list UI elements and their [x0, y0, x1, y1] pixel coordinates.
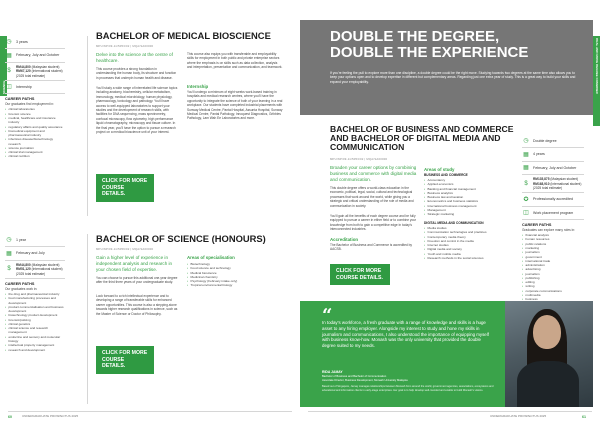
list-item: • public relations	[522, 242, 584, 246]
banner	[300, 20, 593, 115]
internship-paragraph: You'll undergo a minimum of eight weeks work-based training in hospitals and medical research centres, where you'll have the opportunity to integrate the science of both of your learning in a real workplace. Our students have completed industrial placements with Sunway Medical Centre, Pantai Hospital, Assunta Hospital, Sunway Medical Centre, Pantai Pathology, Innoquest Diagnostics, Gribbles Pathology, Lam Wah Ee Laboratories and more.	[187, 90, 283, 121]
list-item: • clinical genetics	[5, 322, 65, 326]
course-title: BACHELOR OF BUSINESS AND COMMERCE AND BACHELOR OF DIGITAL MEDIA AND COMMUNICATION	[330, 124, 514, 153]
list-item: • editing	[522, 280, 584, 284]
list-item: • multimedia	[522, 293, 584, 297]
footer-rule	[8, 411, 292, 412]
list-item: • Psychology (February intake only)	[187, 279, 283, 283]
list-item: • Applied economics	[424, 182, 514, 186]
list-item: • forensic/policing	[5, 318, 65, 322]
career-list	[5, 292, 65, 352]
course-info-column	[522, 135, 584, 301]
internship-row	[5, 81, 65, 94]
list-item: • Media studies	[424, 226, 514, 230]
medical-info-column	[5, 36, 65, 159]
internship-text: Internship	[16, 84, 32, 89]
list-item: • Youth and mobile media	[424, 252, 514, 256]
list-item: • medical, healthcare and insurance industry	[5, 116, 65, 125]
list-item: • Tropical environmental biology	[187, 283, 283, 287]
duration-text: 1 year	[16, 237, 26, 242]
list-item: • Management	[424, 208, 514, 212]
list-item: • endocrine and sensory and molecular biology	[5, 335, 65, 344]
course-paragraph: This double degree offers a world-class education in the economic, political, legal, social, cultural and technological processes that work around the world, while giving you a strategic and critical understanding of the role of media and communication in society.	[330, 186, 414, 208]
accreditation-info: Professionally accredited	[533, 197, 573, 202]
career-list	[522, 233, 584, 301]
list-item: • International business management	[424, 204, 514, 208]
list-item: • Banking and financial management	[424, 187, 514, 191]
list-item: • the drug and pharmaceutical industry	[5, 292, 65, 296]
list-item: • Food science and technology	[187, 266, 283, 270]
course-title: BACHELOR OF MEDICAL BIOSCIENCE	[96, 30, 271, 41]
intake-row	[522, 162, 584, 175]
course-title: BACHELOR OF SCIENCE (HONOURS)	[96, 233, 266, 244]
calendar-icon: ▦	[6, 52, 12, 59]
list-item: • Strategic marketing	[424, 212, 514, 216]
career-intro: Our graduates find employment in:	[5, 102, 54, 107]
career-paths-heading: CAREER PATHS	[5, 282, 35, 287]
course-paragraph: This course also equips you with transferable and employability skills for employment in both public and private enterprise sectors where the emphasis is on skills such as data collection, analysis and interpretation, presentation and communication, and teamwork.	[187, 52, 283, 70]
career-list	[5, 107, 65, 158]
honours-info-column	[5, 234, 65, 352]
dollar-icon: $	[7, 68, 11, 75]
list-item: • clinical trial management	[5, 150, 65, 154]
list-item: • biomedical equipment and pharmaceutical industry	[5, 129, 65, 138]
course-paragraph: Look forward to a rich intellectual experience and to developing a range of transferable skills for enhanced career opportunities. This course is also a stepping-stone towards higher research qualifications in science, such as the Master of Science or Doctor of Philosophy.	[96, 294, 178, 316]
list-item: • marketing	[522, 246, 584, 250]
placement-row	[522, 207, 584, 220]
fee-row	[5, 261, 65, 279]
placement-text: Work placement program	[533, 210, 574, 215]
course-lead: Delve into the science at the centre of healthcare.	[96, 52, 173, 63]
list-item: • human resources	[522, 237, 584, 241]
fee-text: RM135,875 (Malaysian student) RM168,910 (International student) (2025 total estimate)	[533, 177, 582, 190]
accreditation-row	[522, 193, 584, 206]
side-tab-label: SCIENCE	[1, 80, 6, 94]
list-item: • Communication technologies and practices	[424, 230, 514, 234]
list-item: • Business analytics	[424, 191, 514, 195]
course-code: MPU/NP/09-11/5053/02 | MQA/SA00000	[96, 44, 154, 48]
footer-text: UNDERGRADUATE PROSPECTUS 2025	[22, 414, 79, 418]
business-heading: BUSINESS AND COMMERCE	[424, 173, 468, 177]
list-item: • Medical bioscience	[187, 271, 283, 275]
digital-list	[424, 226, 514, 260]
clock-icon: ◷	[6, 39, 12, 46]
banner-text: If you're feeling the pull to explore more than one discipline, a double degree could be the right move. Studying towards two degrees at the same time also allows you to keep your options open and to develop expertise in different but complementary areas. Regarding just one extra year of study. This is a great way to build your skills and expand your employability.	[330, 71, 576, 84]
list-item: • Internet studies	[424, 243, 514, 247]
list-item: • journalism	[522, 250, 584, 254]
intake-row	[5, 247, 65, 260]
testimonial-name: RIDA JAMAY	[322, 370, 343, 374]
list-item: • Freedom and control in the media	[424, 239, 514, 243]
duration-text: 3 years	[16, 39, 28, 44]
list-item: • clinical laboratories	[5, 107, 65, 111]
list-item: • government	[522, 255, 584, 259]
footer-text: UNDERGRADUATE PROSPECTUS 2025	[490, 414, 547, 418]
list-item: • Digital media and society	[424, 247, 514, 251]
course-code: MPU/NP/09-11/5056/02 | MQA/SA00000	[96, 247, 154, 251]
page-number: 61	[582, 415, 586, 419]
course-code: MPU/NP/09-11/5053/02 | MQA/SA00000	[330, 157, 388, 161]
digital-heading: DIGITAL MEDIA AND COMMUNICATION	[424, 221, 484, 225]
career-intro: Graduates can explore many roles in:	[522, 228, 575, 233]
testimonial-role: Bachelor of Business and Bachelor of Communication Associate Director, Business Development, Monash University Malaysia	[322, 375, 408, 382]
list-item: • business	[522, 297, 584, 301]
career-paths-heading: CAREER PATHS	[522, 223, 552, 228]
course-paragraph: You can choose to pursue this additional one-year degree after the third three years of your undergraduate study.	[96, 276, 178, 285]
clock-icon: ◷	[523, 138, 529, 145]
list-item: • research and development	[5, 348, 65, 352]
degree-type-text: Double degree	[533, 138, 557, 143]
clock-icon: ◷	[6, 237, 12, 244]
list-item: • science journalism	[5, 146, 65, 150]
course-lead: Broaden your career options by combining business and commerce with digital media and communication.	[330, 165, 417, 182]
course-details-button[interactable]: CLICK FOR MORE COURSE DETAILS.	[96, 174, 154, 202]
list-item: • Medicinal chemistry	[187, 275, 283, 279]
testimonial	[300, 301, 593, 407]
briefcase-icon: ◫	[523, 210, 529, 216]
intake-text: February, July and October	[533, 165, 577, 170]
list-item: • Business law and taxation	[424, 195, 514, 199]
list-item: • corporate communications	[522, 289, 584, 293]
list-item: • Research methods in the social sciences	[424, 256, 514, 260]
list-item: • administration	[522, 263, 584, 267]
page-number: 60	[8, 415, 12, 419]
fee-text: RM44,800 (Malaysian student) RM51,120 (International student) (2025 total estimate)	[16, 262, 63, 276]
list-item: • international trade	[522, 259, 584, 263]
course-details-button[interactable]: CLICK FOR MORE COURSE DETAILS.	[330, 264, 390, 285]
areas-heading: Areas of study	[424, 167, 455, 172]
list-item: • infectious disease/biotechnology research	[5, 137, 65, 146]
accreditation-text: The Bachelor of Business and Commerce is accredited by AACSB.	[330, 243, 413, 252]
list-item: • Contemporary media theory	[424, 235, 514, 239]
list-item: • Biotechnology	[187, 262, 283, 266]
footer-rule	[308, 411, 592, 412]
briefcase-icon: ◫	[6, 84, 12, 91]
course-details-button[interactable]: CLICK FOR MORE COURSE DETAILS.	[96, 346, 154, 374]
intake-text: February, July and October	[16, 53, 60, 58]
degree-type-row	[522, 135, 584, 148]
list-item: • biotechnology product development	[5, 313, 65, 317]
list-item: • food manufacturing processes and development	[5, 296, 65, 305]
course-lead: Gain a higher level of experience in independent analysis and research in your chosen field of expertise.	[96, 255, 173, 272]
list-item: • product commercialisation and business development	[5, 305, 65, 314]
course-paragraph: You'll study a wide range of interrelated life science topics including anatomy, biochemistry, cellular metabolism, immunology, medical microbiology, human physiology, pharmacology, toxicology and pathology. You'll have access to well-equipped laboratories to support your studies and the development of research skills, with facilities for DNA sequencing, mass spectrometry, confocal microscopy, flow cytometry, high performance liquid chromatography, microscopy and tissue culture. In the final year, you'll have the option to pursue a research project on a medical bioscience unit of your interest.	[96, 86, 178, 135]
list-item: • publishing	[522, 276, 584, 280]
testimonial-text: In today's workforce, a fresh graduate with a range of knowledge and skills is a huge asset to any hiring employer. Alongside my interest to study and hone my skills in journalism and communications, I also understood the importance of equipping myself with business know-how. Monash was the only university that provided the double degree suited to my needs.	[322, 320, 489, 349]
internship-heading: Internship	[187, 84, 209, 89]
side-tab	[593, 36, 600, 126]
course-paragraph: You'll gain all the benefits of each degree course and be fully equipped to pursue a career in either field or to combine your knowledge from both to gain a competitive edge in today's interconnected industries.	[330, 214, 417, 232]
list-item: • Accountancy	[424, 178, 514, 182]
list-item: • clinical science and research management	[5, 326, 65, 335]
list-item: • financial analysis	[522, 233, 584, 237]
fee-row	[5, 63, 65, 81]
calendar-icon: ▦	[523, 164, 529, 171]
duration-row	[5, 36, 65, 49]
list-item: • Econometrics and business statistics	[424, 199, 514, 203]
dollar-icon: $	[524, 180, 528, 187]
column-divider	[87, 36, 88, 216]
calendar-icon: ▦	[523, 151, 529, 158]
duration-row	[522, 148, 584, 161]
duration-row	[5, 234, 65, 247]
column-divider	[87, 234, 88, 404]
career-paths-heading: CAREER PATHS	[5, 97, 35, 102]
list-item: • forensic science	[5, 112, 65, 116]
areas-list	[187, 262, 283, 288]
list-item: • advertising	[522, 267, 584, 271]
list-item: • clinical nutrition	[5, 154, 65, 158]
quote-icon: “	[322, 305, 333, 326]
list-item: • journalism	[522, 272, 584, 276]
career-intro: Our graduates work in:	[5, 287, 38, 292]
duration-text: 4 years	[533, 152, 545, 157]
calendar-icon: ▦	[6, 250, 12, 257]
accreditation-heading: Accreditation	[330, 237, 359, 242]
student-photo	[505, 301, 593, 407]
intake-text: February and July	[16, 251, 45, 256]
testimonial-bio: Based out of Singapore, Jamay manages relationships between Monash from around the world, government agencies, associations, ecosystems and educational and information clients in early-stage enterprises. Her goal is to help develop well-rounded and enable to build Monash's visions.	[322, 385, 494, 392]
fee-row	[522, 175, 584, 193]
side-tab-label: DUAL AND MOVE DEGREE COMBINED	[594, 38, 599, 94]
banner-title: DOUBLE THE DEGREE, DOUBLE THE EXPERIENCE	[330, 28, 529, 61]
fee-text: RM44,800 (Malaysian student) RM67,120 (International student) (2025 total estimate)	[16, 64, 63, 78]
areas-heading: Areas of specialisation	[187, 255, 235, 260]
intake-row	[5, 49, 65, 62]
right-page	[300, 0, 600, 424]
business-list	[424, 178, 514, 216]
list-item: • writing	[522, 284, 584, 288]
award-icon: ✪	[523, 196, 529, 203]
list-item: • regulatory affairs and quality assurance	[5, 125, 65, 129]
list-item: • intellectual property management	[5, 343, 65, 347]
course-paragraph: This course provides a strong foundation in understanding the human body, its structure and function in processes that underpin human health and disease.	[96, 67, 177, 80]
dollar-icon: $	[7, 266, 11, 273]
